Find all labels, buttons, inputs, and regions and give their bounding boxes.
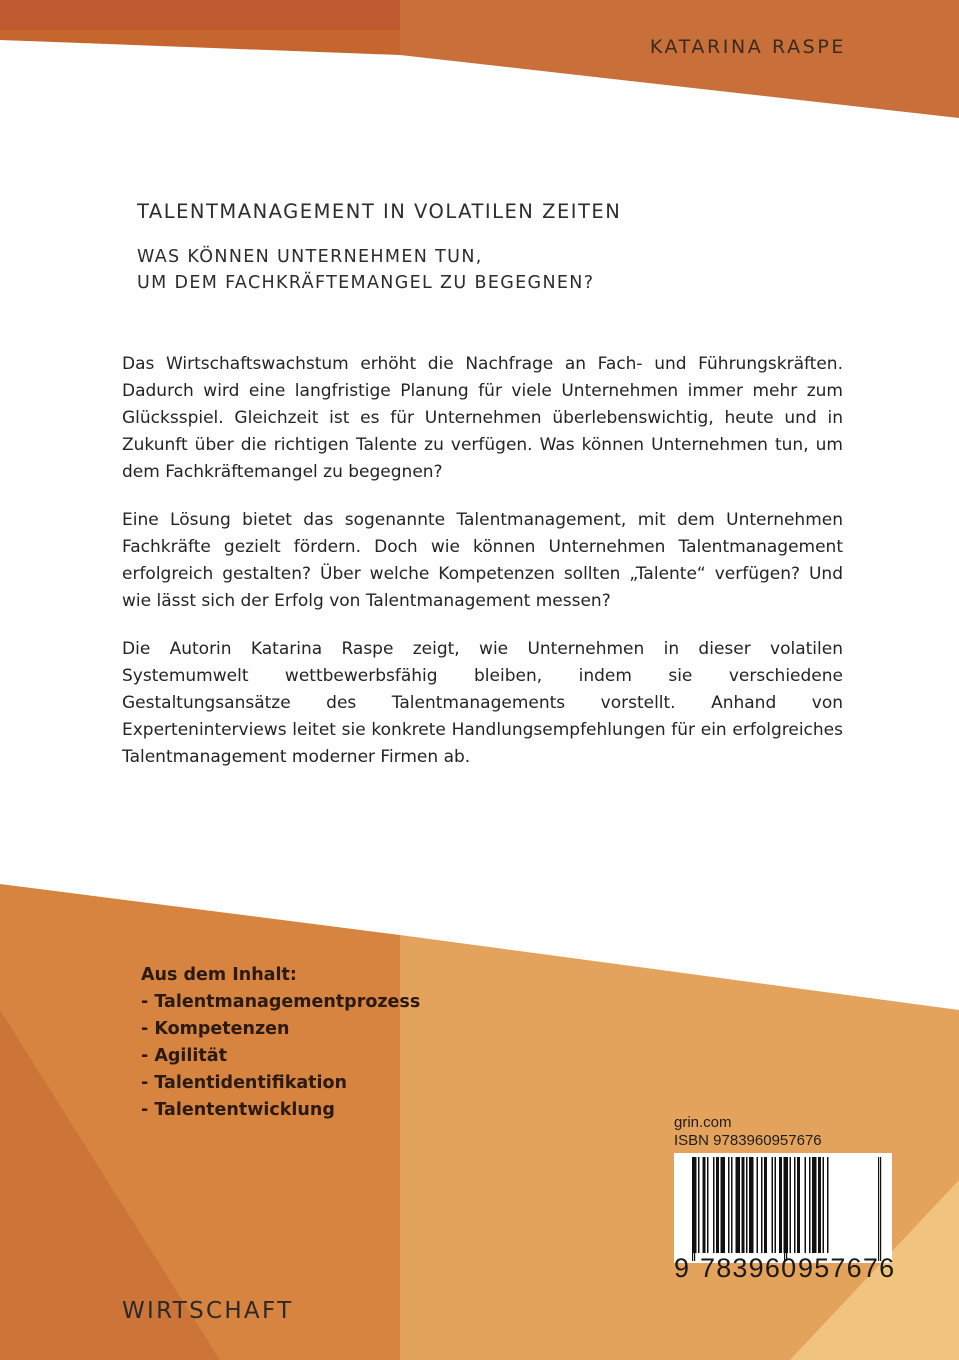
barcode-bar <box>779 1157 782 1253</box>
barcode-bar <box>698 1157 700 1253</box>
barcode-guard-bar <box>692 1157 693 1261</box>
contents-list <box>141 962 461 1124</box>
blurb-paragraph-3: Die Autorin Katarina Raspe zeigt, wie Unternehmen in dieser volatilen Systemumwelt wettbewerbsfähig bleiben, indem sie verschiedene Gestaltungsansätze des Talentmanagements vorstellt. Anhand von Experteninterviews leitet sie konkrete Handlungsempfehlungen für ein erfolgreiches Talentmanagement moderner Firmen ab. <box>122 639 843 767</box>
barcode-bar <box>728 1157 730 1253</box>
barcode-guard-bar <box>784 1157 785 1261</box>
isbn-label: ISBN 9783960957676 <box>674 1132 822 1149</box>
subtitle-line-2: UM DEM FACHKRÄFTEMANGEL ZU BEGEGNEN? <box>137 273 595 293</box>
barcode-bar <box>797 1157 800 1253</box>
barcode-bar <box>703 1157 706 1253</box>
barcode-digit-group-2: 957676 <box>798 1253 896 1283</box>
contents-item: - Talentidentifikation <box>141 1073 348 1093</box>
barcode-bar <box>827 1157 829 1253</box>
blurb-text <box>122 351 843 792</box>
barcode-bar <box>707 1157 709 1253</box>
barcode-bar <box>772 1157 774 1253</box>
barcode-digit-group-1: 783960 <box>700 1253 798 1283</box>
subtitle-line-1: WAS KÖNNEN UNTERNEHMEN TUN, <box>137 247 483 267</box>
barcode-bar <box>761 1157 763 1253</box>
contents-item: - Talentmanagementprozess <box>141 992 421 1012</box>
contents-item: - Talententwicklung <box>141 1100 335 1120</box>
contents-heading: Aus dem Inhalt: <box>141 965 297 985</box>
author-name: KATARINA RASPE <box>649 36 846 58</box>
barcode-bar <box>749 1157 754 1253</box>
contents-item: - Agilität <box>141 1046 227 1066</box>
barcode-bar <box>790 1157 792 1253</box>
barcode-bar <box>809 1157 811 1253</box>
barcode-bar <box>716 1157 719 1253</box>
barcode-bar <box>757 1157 759 1253</box>
barcode-bar <box>794 1157 796 1253</box>
barcode-bar <box>775 1157 777 1253</box>
publisher-site: grin.com <box>674 1114 732 1131</box>
barcode-guard-bar <box>878 1157 879 1261</box>
barcode-bar <box>746 1157 748 1253</box>
top-band-mid <box>400 0 959 118</box>
barcode-bar <box>713 1157 715 1253</box>
barcode-bar <box>805 1157 807 1253</box>
contents-item: - Kompetenzen <box>141 1019 290 1039</box>
barcode-bar <box>731 1157 733 1253</box>
barcode-guard-bar <box>880 1157 881 1261</box>
top-band-fold <box>0 30 400 55</box>
blurb-paragraph-2: Eine Lösung bietet das sogenannte Talentmanagement, mit dem Unternehmen Fachkräfte gezielt fördern. Doch wie können Unternehmen Talentmanagement erfolgreich gestalten? Über welche Kompetenzen sollten „Talente“ verfügen? Und wie lässt sich der Erfolg von Talentmanagement messen? <box>122 510 843 611</box>
isbn-block <box>674 1114 904 1150</box>
barcode-bar <box>823 1157 825 1253</box>
blurb-paragraph-1: Das Wirtschaftswachstum erhöht die Nachfrage an Fach- und Führungskräften. Dadurch wird eine langfristige Planung für viele Unternehmen immer mehr zum Glücksspiel. Gleichzeit ist es für Unternehmen überlebenswichtig, heute und in Zukunft über die richtigen Talente zu verfügen. Was können Unternehmen tun, um dem Fachkräftemangel zu begegnen? <box>122 354 843 482</box>
barcode-bar <box>812 1157 817 1253</box>
barcode-guard-bar <box>694 1157 695 1261</box>
barcode-bar <box>742 1157 745 1253</box>
category-label: WIRTSCHAFT <box>122 1298 294 1324</box>
top-band-dark <box>0 0 400 30</box>
barcode-bar <box>736 1157 741 1253</box>
barcode-bar <box>818 1157 821 1253</box>
barcode-background <box>674 1153 892 1263</box>
barcode-digit-first: 9 <box>674 1253 690 1283</box>
book-title: TALENTMANAGEMENT IN VOLATILEN ZEITEN <box>137 200 622 223</box>
barcode-guard-bar <box>786 1157 787 1261</box>
barcode-bar <box>721 1157 726 1253</box>
barcode-image <box>674 1153 892 1263</box>
book-subtitle <box>137 244 857 296</box>
barcode-bar <box>764 1157 767 1253</box>
barcode-digits <box>674 1253 896 1293</box>
